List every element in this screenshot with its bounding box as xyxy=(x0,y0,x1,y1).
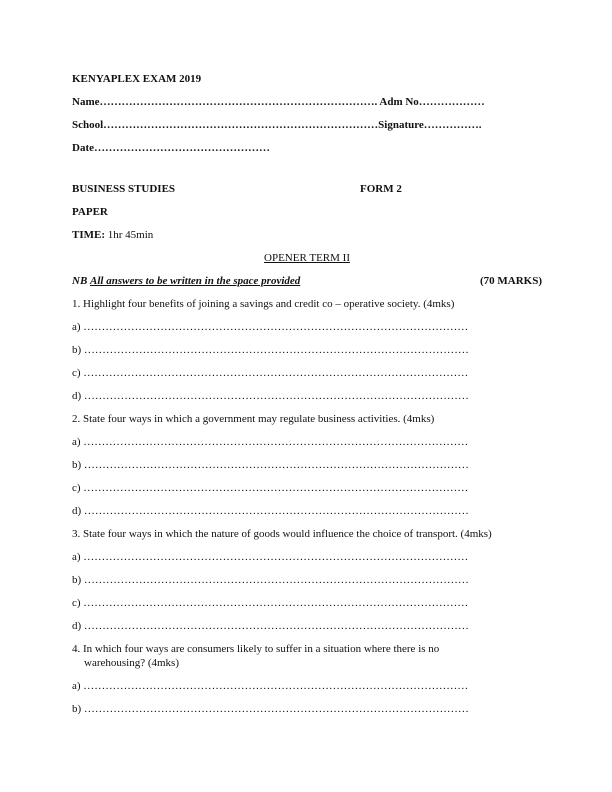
answer-line: b) …………………………………………………………………………………………… xyxy=(72,459,469,471)
spacer xyxy=(72,164,542,182)
question-3: 3. State four ways in which the nature of goods would influence the choice of transport. (4mks) xyxy=(72,528,492,540)
answer-line: b) …………………………………………………………………………………………… xyxy=(72,344,469,356)
question-4-text: 4. In which four ways are consumers likely to suffer in a situation where there is no xyxy=(72,643,440,655)
answer-line: a) …………………………………………………………………………………………… xyxy=(72,321,469,333)
nb-row xyxy=(72,274,542,297)
answer-line: b) …………………………………………………………………………………………… xyxy=(72,574,469,586)
form-label: FORM 2 xyxy=(360,183,402,195)
school-signature-line: School…………………………………………………………………Signature……………. xyxy=(72,119,482,131)
question-1: 1. Highlight four benefits of joining a savings and credit co – operative society. (4mks) xyxy=(72,298,455,310)
answer-line: a) …………………………………………………………………………………………… xyxy=(72,551,469,563)
answer-line: d) …………………………………………………………………………………………… xyxy=(72,390,469,402)
nb-instruction: All answers to be written in the space provided xyxy=(90,275,301,287)
subject-label: BUSINESS STUDIES xyxy=(72,183,176,195)
answer-line: c) …………………………………………………………………………………………… xyxy=(72,367,469,379)
time-value: 1hr 45min xyxy=(107,229,154,241)
name-adm-line: Name…………………………………………………………………. Adm No……………… xyxy=(72,96,485,108)
answer-line: d) …………………………………………………………………………………………… xyxy=(72,620,469,632)
term-row xyxy=(72,251,542,274)
answer-line: b) …………………………………………………………………………………………… xyxy=(72,703,469,715)
answer-line: c) …………………………………………………………………………………………… xyxy=(72,482,469,494)
time-row xyxy=(72,228,542,251)
total-marks: (70 MARKS) xyxy=(479,275,542,287)
question-2: 2. State four ways in which a government may regulate business activities. (4mks) xyxy=(72,413,435,425)
answer-line: c) …………………………………………………………………………………………… xyxy=(72,597,469,609)
answer-line: a) …………………………………………………………………………………………… xyxy=(72,436,469,448)
paper-label: PAPER xyxy=(72,206,108,218)
question-4-text-cont: warehousing? (4mks) xyxy=(84,657,180,669)
exam-page xyxy=(72,72,542,725)
answer-line: d) …………………………………………………………………………………………… xyxy=(72,505,469,517)
question-4 xyxy=(72,642,542,679)
subject-row xyxy=(72,182,542,205)
nb-label: NB xyxy=(72,275,88,287)
exam-title: KENYAPLEX EXAM 2019 xyxy=(72,73,202,85)
time-label: TIME: xyxy=(72,229,105,241)
answer-line: a) …………………………………………………………………………………………… xyxy=(72,680,469,692)
term-label: OPENER TERM II xyxy=(264,252,350,264)
date-line: Date………………………………………… xyxy=(72,142,270,154)
